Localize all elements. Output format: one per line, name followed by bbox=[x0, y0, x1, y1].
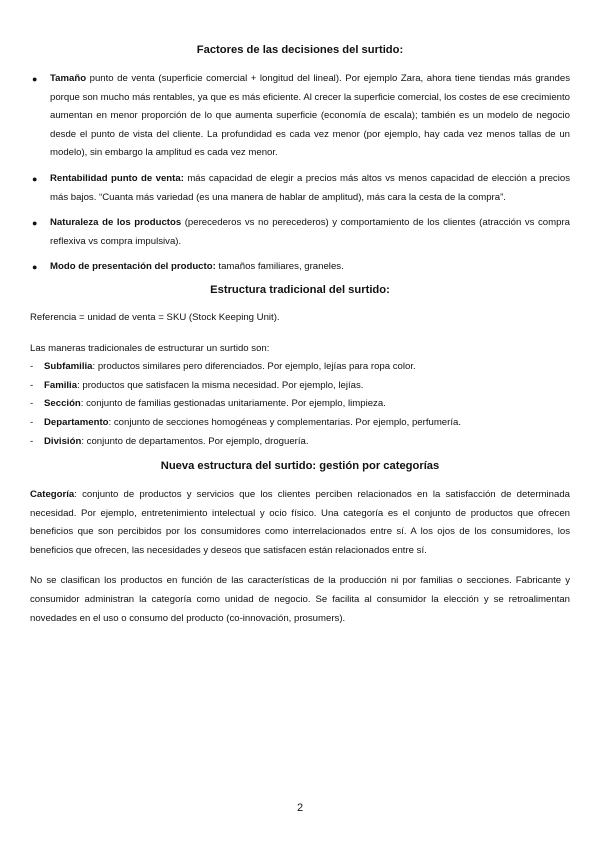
factor-term: Tamaño bbox=[50, 73, 87, 84]
factors-list bbox=[30, 70, 570, 277]
list-item bbox=[30, 414, 570, 433]
category-description: : conjunto de productos y servicios que los clientes perciben relacionados en la satisfacción de determinada necesidad. Por ejemplo, entretenimiento intelectual y ocio físico. Una categoría es el conjunto de productos que ofrecen beneficios que son percibidos por los consumidores como interrelacionados entre sí. A los ojos de los consumidores, los beneficios que ofrecen, las necesidades y deseos que satisfacen están relacionados entre sí. bbox=[30, 489, 570, 556]
factor-description: más capacidad de elegir a precios más altos vs menos capacidad de elección a precios más bajos. “Cuanta más variedad (es una manera de hablar de amplitud), más cara la cesta de la compra”. bbox=[50, 172, 570, 203]
level-description: : conjunto de secciones homogéneas y complementarias. Por ejemplo, perfumería. bbox=[108, 416, 462, 428]
level-term: División bbox=[44, 435, 82, 447]
page-title: Factores de las decisiones del surtido: bbox=[196, 44, 404, 56]
factor-text bbox=[50, 258, 570, 277]
list-item bbox=[30, 433, 570, 452]
list-item bbox=[30, 377, 570, 396]
factor-term: Modo de presentación del producto: bbox=[50, 261, 216, 273]
level-term: Departamento bbox=[44, 416, 109, 428]
factor-description: (perecederos vs no perecederos) y comportamiento de los clientes (atracción vs compra reflexiva vs compra impulsiva). bbox=[50, 217, 570, 247]
structure-levels-list bbox=[30, 358, 570, 451]
category-term: Categoría bbox=[30, 489, 75, 501]
level-description: : productos similares pero diferenciados. Por ejemplo, lejías para ropa color. bbox=[92, 361, 416, 373]
level-description: : productos que satisfacen la misma necesidad. Por ejemplo, lejías. bbox=[77, 379, 364, 391]
level-text bbox=[44, 358, 416, 377]
factor-text bbox=[50, 70, 570, 163]
level-term: Sección bbox=[44, 398, 81, 410]
level-description: : conjunto de familias gestionadas unitariamente. Por ejemplo, limpieza. bbox=[80, 398, 386, 410]
dash-bullet-icon: - bbox=[30, 398, 34, 410]
category-paragraph bbox=[30, 486, 570, 560]
factor-text bbox=[50, 170, 570, 207]
intro-paragraph: Las maneras tradicionales de estructurar un surtido son: bbox=[30, 342, 270, 354]
closing-paragraph: No se clasifican los productos en función de las características de la producción ni por familias o secciones. Fabricante y consumidor administran la categoría como unidad de negocio. Se facilita al consumidor la elección y se retroalimentan novedades en el uso o consumo del producto (co-innovación, prosumers). bbox=[30, 575, 570, 624]
level-term: Subfamilia bbox=[44, 361, 93, 373]
factor-term: Naturaleza de los productos bbox=[50, 217, 182, 229]
list-item bbox=[30, 170, 570, 207]
section-title-traditional: Estructura tradicional del surtido: bbox=[210, 283, 390, 296]
dash-bullet-icon: - bbox=[30, 379, 34, 391]
level-text bbox=[44, 395, 386, 414]
factor-description: punto de venta (superficie comercial + longitud del lineal). Por ejemplo Zara, ahora tiene tiendas más grandes porque son mucho más rentables, ya que es más eficiente. Al crecer la superficie comercial, los costes de ese crecimiento aumentan en menor proporción de lo que aumenta superficie (economía de escala); también es un modelo de negocio desde el punto de vista del cliente. La profundidad es cada vez menor (por ejemplo, hay cada vez menos tallas de un modelo), sin embargo la amplitud es cada vez menor. bbox=[50, 73, 570, 159]
level-term: Familia bbox=[44, 379, 78, 391]
bullet-icon: ● bbox=[32, 262, 38, 273]
factor-term: Rentabilidad punto de venta: bbox=[50, 172, 184, 184]
list-item bbox=[30, 258, 570, 277]
level-description: : conjunto de departamentos. Por ejemplo, droguería. bbox=[81, 435, 309, 447]
bullet-icon: ● bbox=[32, 74, 38, 84]
reference-paragraph: Referencia = unidad de venta = SKU (Stock Keeping Unit). bbox=[30, 311, 280, 323]
factor-description: tamaños familiares, graneles. bbox=[215, 261, 344, 273]
level-text bbox=[44, 414, 461, 433]
dash-bullet-icon: - bbox=[30, 435, 34, 447]
section-title-new-structure: Nueva estructura del surtido: gestión por categorías bbox=[160, 460, 440, 473]
level-text bbox=[44, 377, 363, 396]
level-text bbox=[44, 433, 309, 452]
bullet-icon: ● bbox=[32, 173, 38, 184]
list-item bbox=[30, 70, 570, 163]
list-item bbox=[30, 395, 570, 414]
factor-text bbox=[50, 214, 570, 251]
list-item bbox=[30, 214, 570, 251]
dash-bullet-icon: - bbox=[30, 361, 34, 373]
dash-bullet-icon: - bbox=[30, 416, 34, 428]
bullet-icon: ● bbox=[32, 218, 38, 229]
list-item bbox=[30, 358, 570, 377]
page-number: 2 bbox=[296, 802, 304, 814]
